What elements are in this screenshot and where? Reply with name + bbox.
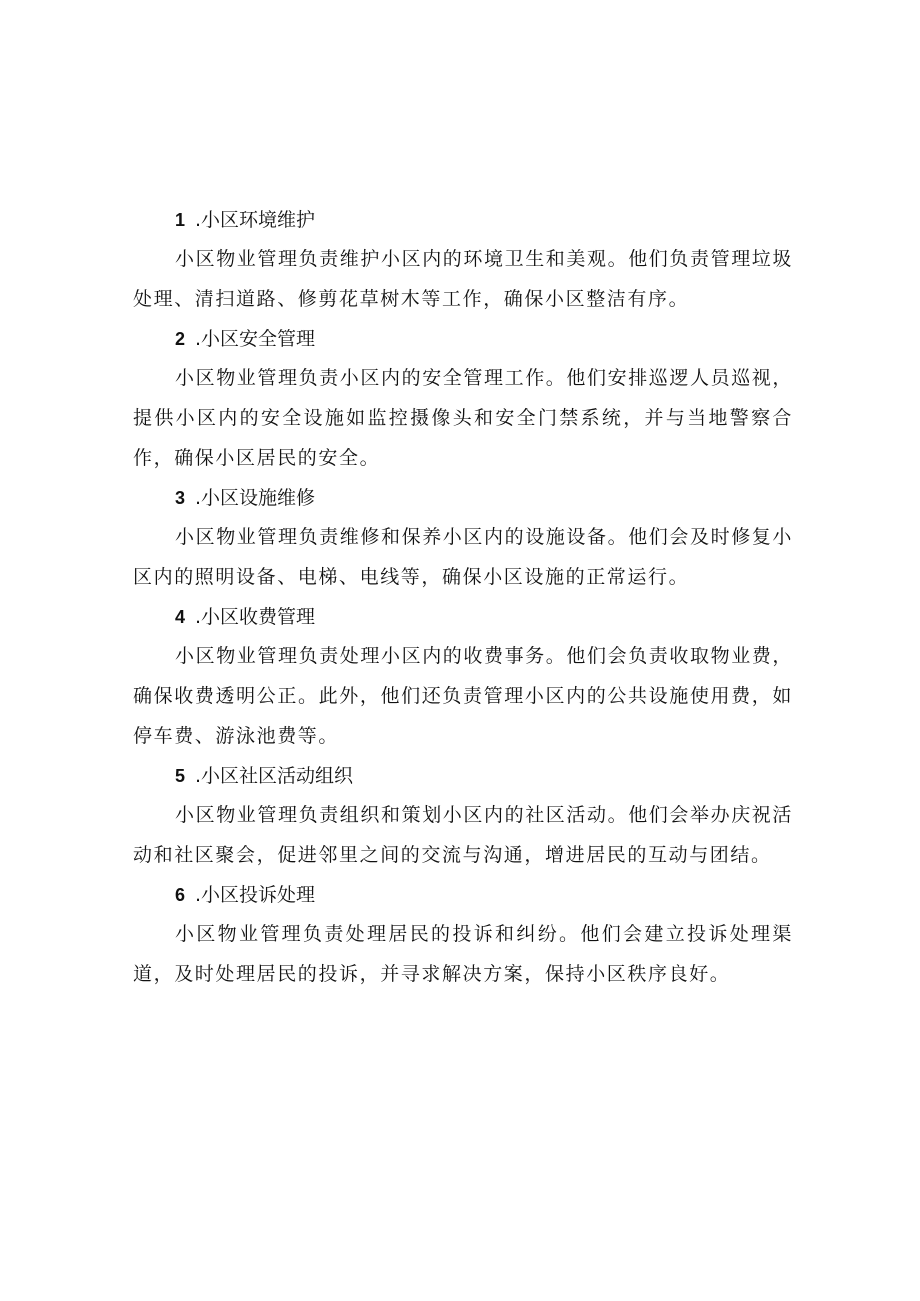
section-title: .小区投诉处理 <box>195 884 316 906</box>
section-title: .小区设施维修 <box>195 487 316 509</box>
section-paragraph: 小区物业管理负责维修和保养小区内的设施设备。他们会及时修复小区内的照明设备、电梯、电线等，确保小区设施的正常运行。 <box>133 526 794 588</box>
section-number: 2 <box>175 329 186 349</box>
section-number: 5 <box>175 766 186 786</box>
section-paragraph: 小区物业管理负责维护小区内的环境卫生和美观。他们负责管理垃圾处理、清扫道路、修剪花草树木等工作，确保小区整洁有序。 <box>133 248 794 310</box>
section-title: .小区环境维护 <box>195 209 316 231</box>
section-heading <box>133 758 793 795</box>
section-heading <box>133 480 793 517</box>
section-paragraph: 小区物业管理负责组织和策划小区内的社区活动。他们会举办庆祝活动和社区聚会，促进邻里之间的交流与沟通，增进居民的互动与团结。 <box>133 804 794 866</box>
document-body <box>133 202 793 996</box>
section-heading <box>133 599 793 636</box>
section-title: .小区安全管理 <box>195 328 316 350</box>
section-heading <box>133 877 793 914</box>
section-heading <box>133 321 793 358</box>
section-heading <box>133 202 793 239</box>
section-number: 4 <box>175 607 186 627</box>
section-paragraph: 小区物业管理负责处理小区内的收费事务。他们会负责收取物业费，确保收费透明公正。此外，他们还负责管理小区内的公共设施使用费，如停车费、游泳池费等。 <box>133 645 794 747</box>
section-title: .小区社区活动组织 <box>195 765 354 787</box>
section-paragraph: 小区物业管理负责处理居民的投诉和纠纷。他们会建立投诉处理渠道，及时处理居民的投诉，并寻求解决方案，保持小区秩序良好。 <box>133 923 793 985</box>
section-title: .小区收费管理 <box>195 606 316 628</box>
section-number: 6 <box>175 885 186 905</box>
section-paragraph: 小区物业管理负责小区内的安全管理工作。他们安排巡逻人员巡视，提供小区内的安全设施如监控摄像头和安全门禁系统，并与当地警察合作，确保小区居民的安全。 <box>133 367 794 469</box>
section-number: 1 <box>175 210 186 230</box>
section-number: 3 <box>175 488 186 508</box>
